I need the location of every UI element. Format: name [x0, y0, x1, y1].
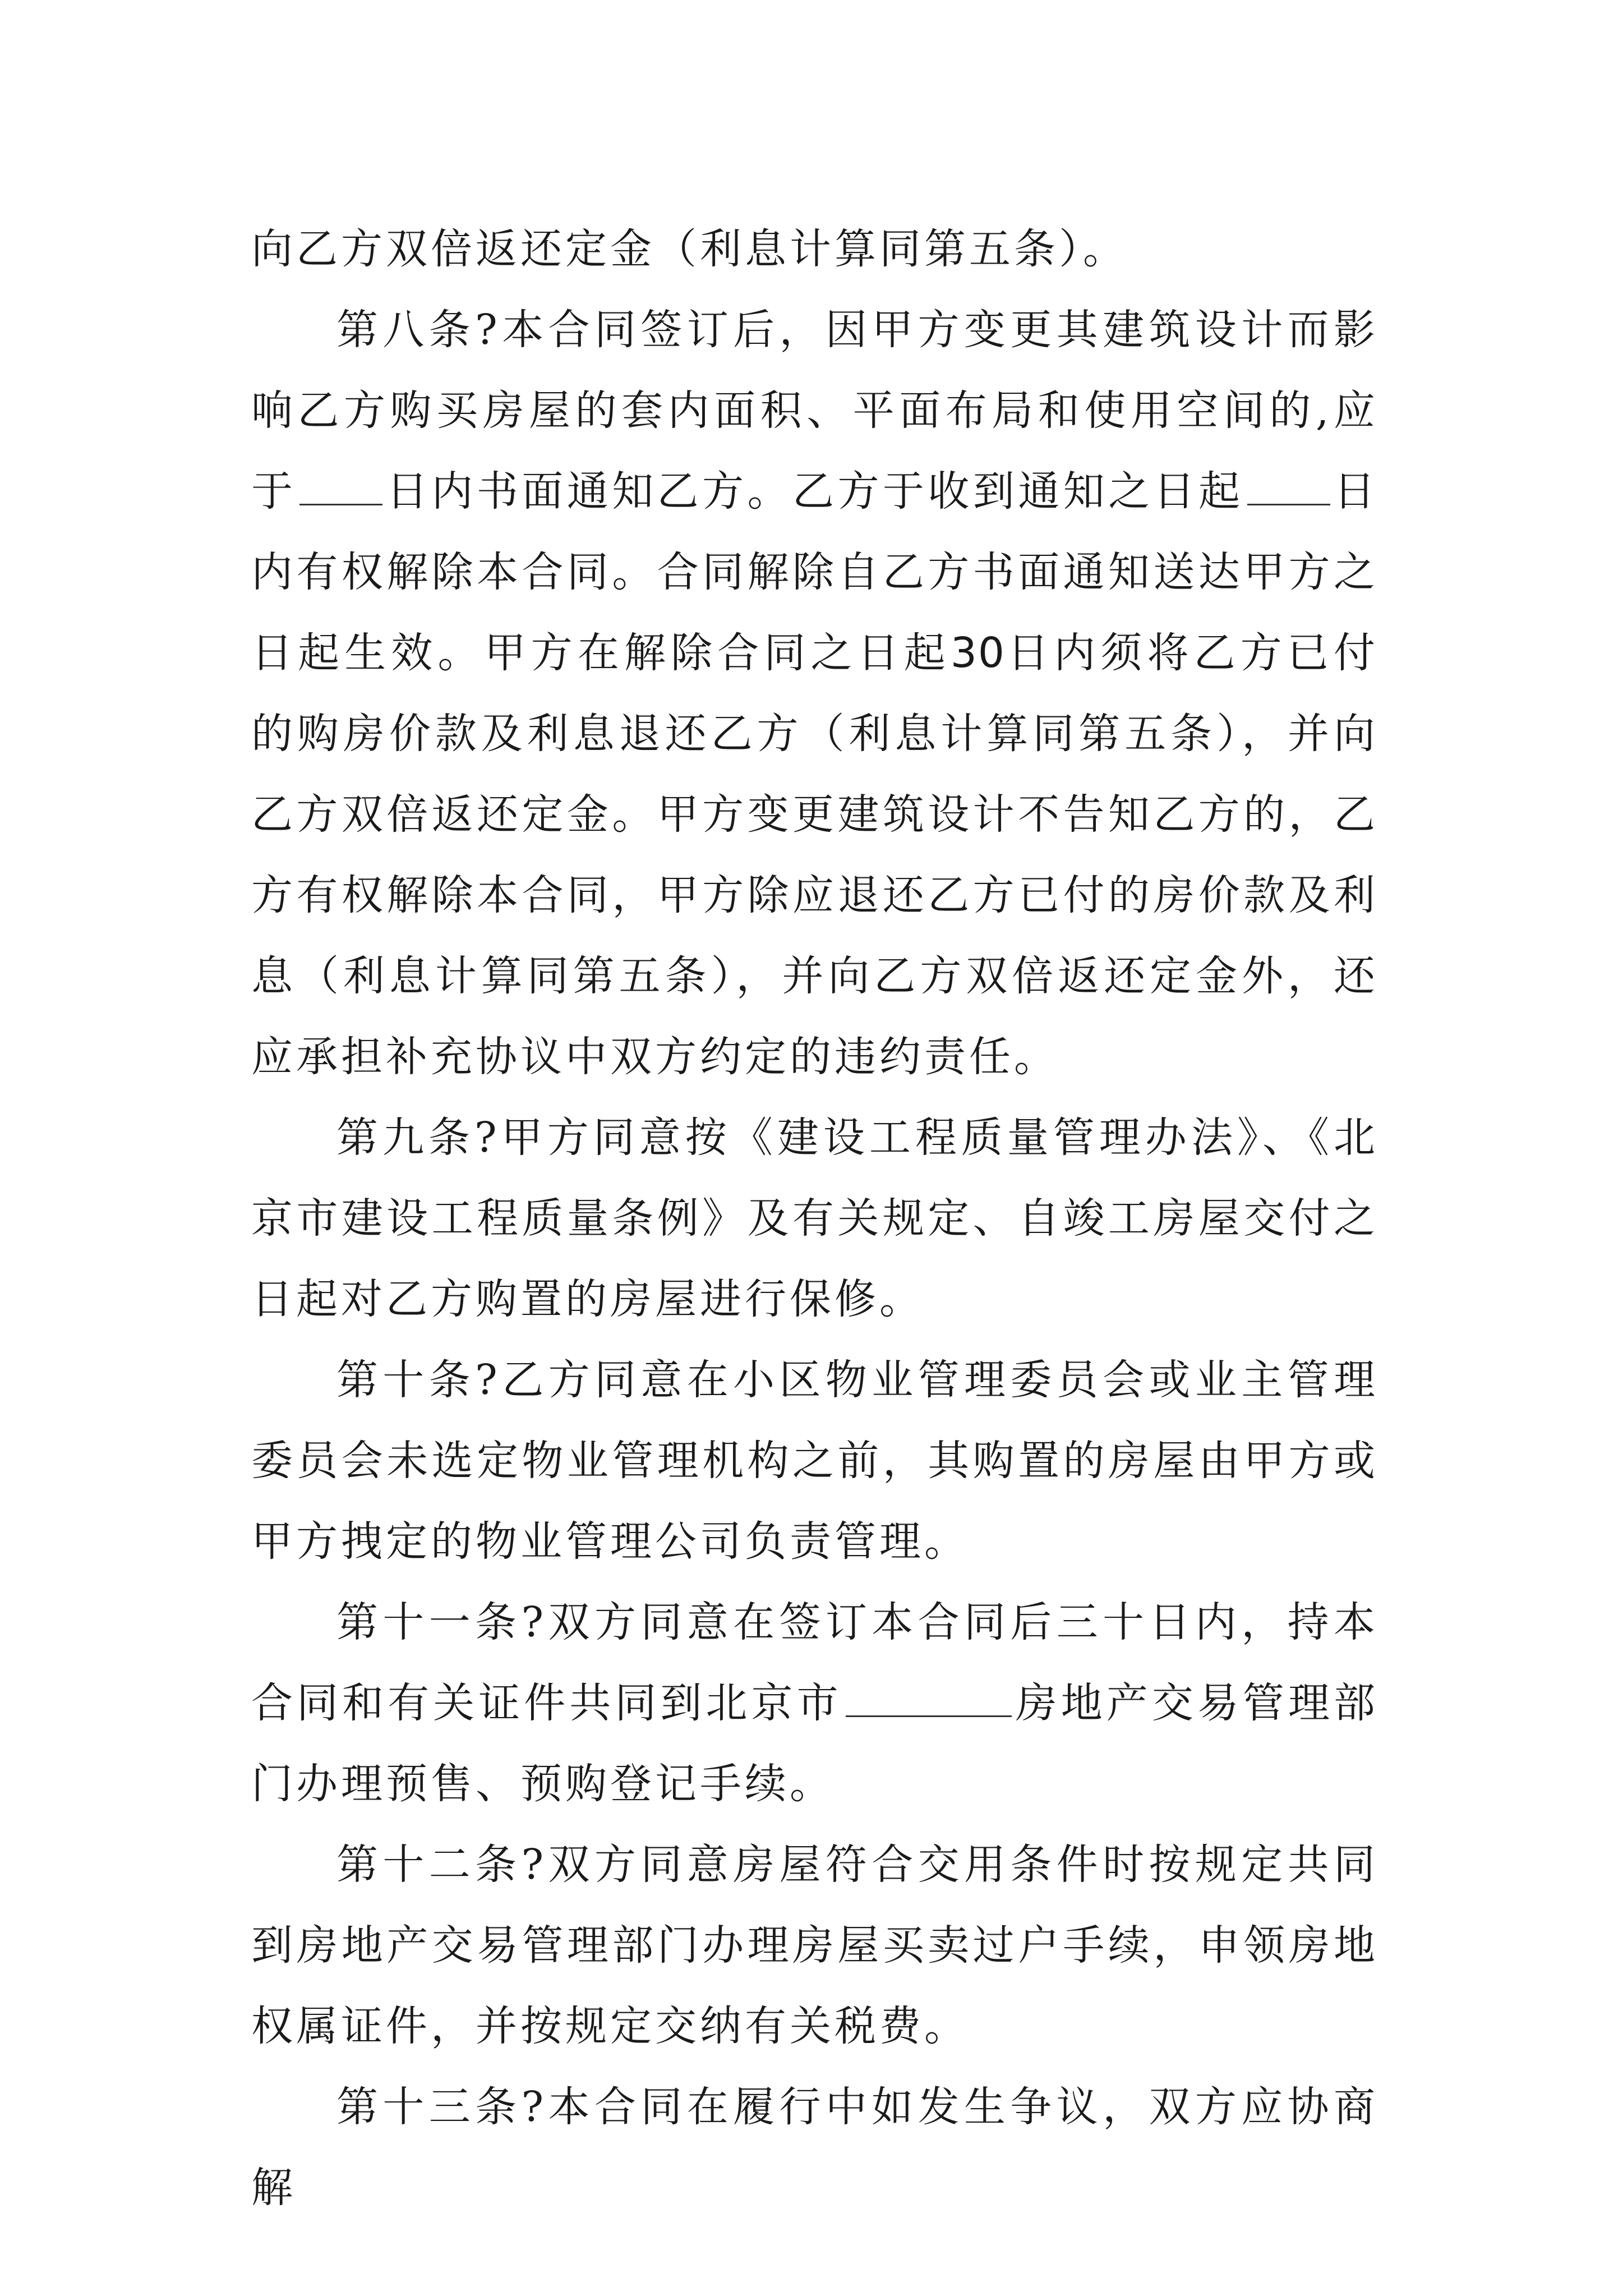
article-10 [251, 1340, 1378, 1582]
article-13-text: 第十三条?本合同在履行中如发生争议，双方应协商解 [251, 2083, 1378, 2212]
article-12 [251, 1824, 1378, 2067]
article-8-text-4: 日内须将乙方已付的购房价款及利息退还乙方（利息计算同第五条），并向乙方双倍返还定金。甲方变更建筑设计不告知乙方的，乙方有权解除本合同，甲方除应退还乙方已付的房价款及利息（利息计算同第五条），并向乙方双倍返还定金外，还应承担补充协议中双方约定的违约责任。 [251, 629, 1378, 1081]
article-11-text-2: 房地产交易管理部门办理预售、预购登记手续。 [251, 1679, 1379, 1808]
article-10-text: 第十条?乙方同意在小区物业管理委员会或业主管理委员会未选定物业管理机构之前，其购置的房屋由甲方或甲方拽定的物业管理公司负责管理。 [251, 1356, 1378, 1566]
article-9-text: 第九条?甲方同意按《建设工程质量管理办法》、《北京市建设工程质量条例》及有关规定、自竣工房屋交付之日起对乙方购置的房屋进行保修。 [251, 1114, 1378, 1323]
article-12-text: 第十二条?双方同意房屋符合交用条件时按规定共同到房地产交易管理部门办理房屋买卖过户手续，申领房地权属证件，并按规定交纳有关税费。 [251, 1841, 1378, 2050]
article-8 [251, 289, 1378, 1097]
paragraph-text: 向乙方双倍返还定金（利息计算同第五条）。 [251, 225, 1128, 273]
article-9 [251, 1097, 1378, 1340]
article-8-text-3: 日内有权解除本合同。合同解除自乙方书面通知送达甲方之日起生效。甲方在解除合同之日起 [251, 467, 1379, 677]
fill-blank-district [846, 1678, 1012, 1717]
contract-body [251, 209, 1378, 2228]
fill-blank-days-termination [1247, 467, 1330, 505]
article-11-text-1: 第十一条?双方同意在签订本合同后三十日内，持本合同和有关证件共同到北京市 [251, 1598, 1378, 1727]
article-8-text-2: 日内书面通知乙方。乙方于收到通知之日起 [386, 467, 1244, 516]
paragraph-continuation [251, 209, 1378, 289]
fill-blank-days-notice [299, 467, 382, 505]
article-8-text-1: 第八条?本合同签订后，因甲方变更其建筑设计而影响乙方购买房屋的套内面积、平面布局和使用空间的,应于 [251, 306, 1378, 516]
article-13 [251, 2067, 1378, 2228]
article-8-number: 30 [950, 629, 1006, 677]
article-11 [251, 1582, 1378, 1824]
